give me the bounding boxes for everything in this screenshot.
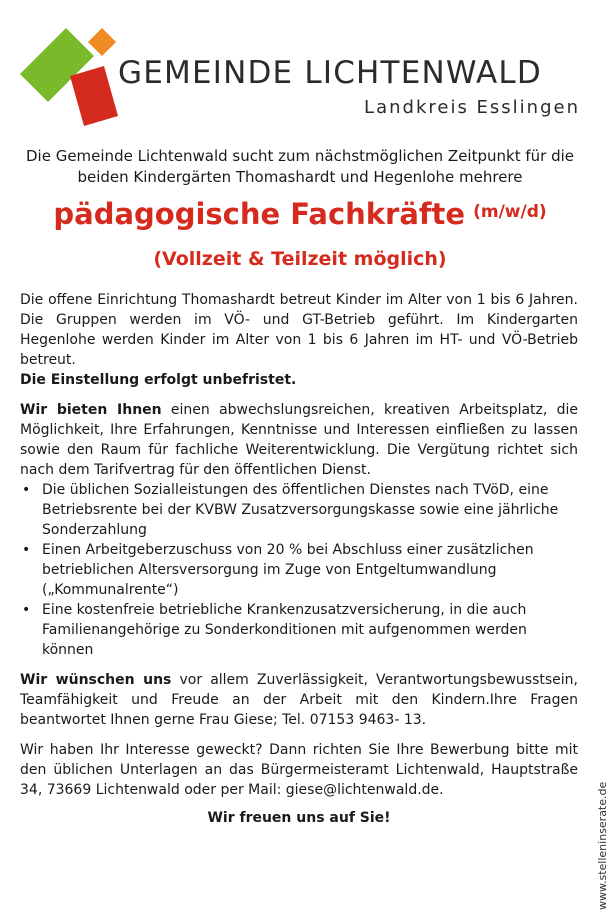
- employment-note: [20, 370, 578, 390]
- logo-red-shape: [70, 66, 118, 126]
- closing-line: Wir freuen uns auf Sie!: [207, 810, 391, 826]
- side-url-text: www.stelleninserate.de: [596, 781, 609, 910]
- wish-paragraph: [20, 670, 578, 730]
- benefit-item: • Einen Arbeitgeberzuschuss von 20 % bei Abschluss einer zusätzlichen betrieblichen Altersversorgung im Zuge von Entgeltumwandlung („Kommunalrente“): [20, 540, 578, 600]
- offer-lead: Wir bieten Ihnen: [20, 402, 162, 418]
- logo-orange-shape: [88, 28, 116, 56]
- job-subtitle: (Vollzeit & Teilzeit möglich): [153, 248, 447, 270]
- benefit-item: • Die üblichen Sozialleistungen des öffentlichen Dienstes nach TVöD, eine Betriebsrente bei der KVBW Zusatzversorgungskasse sowie eine jährliche Sonderzahlung: [20, 480, 578, 540]
- offer-text: einen abwechslungsreichen, kreativen Arbeitsplatz, die Möglichkeit, Ihre Erfahrungen, Kenntnisse und Interessen einfließen zu lassen sowie den Raum für fachliche Weiterentwicklung. Die Vergütung richtet sich nach dem Tarifvertrag für den öffentlichen Dienst.: [20, 402, 579, 478]
- district-name: Landkreis Esslingen: [364, 97, 580, 118]
- job-title-gender: (m/w/d): [473, 202, 547, 222]
- offer-paragraph: [20, 400, 578, 480]
- job-title: [20, 197, 580, 231]
- job-title-main: pädagogische Fachkräfte: [53, 197, 466, 231]
- ad-body: [20, 290, 578, 828]
- benefits-list: [20, 480, 578, 660]
- intro-text: Die Gemeinde Lichtenwald sucht zum nächstmöglichen Zeitpunkt für die beiden Kindergärten Thomashardt und Hegenlohe mehrere: [25, 147, 574, 186]
- side-url: [584, 760, 609, 910]
- employment-note-text: Die Einstellung erfolgt unbefristet.: [20, 372, 297, 388]
- organization-name: GEMEINDE LICHTENWALD: [118, 55, 542, 91]
- application-paragraph: Wir haben Ihr Interesse geweckt? Dann richten Sie Ihre Bewerbung bitte mit den üblichen Unterlagen an das Bürgermeisteramt Lichtenwald, Hauptstraße 34, 73669 Lichtenwald oder per Mail: giese@lichtenwald.de.: [20, 742, 578, 798]
- description-paragraph: Die offene Einrichtung Thomashardt betreut Kinder im Alter von 1 bis 6 Jahren. Die Gruppen werden im VÖ- und GT-Betrieb geführt. Im Kindergarten Hegenlohe werden Kinder im Alter von 1 bis 6 Jahren im HT- und VÖ-Betrieb betreut.: [20, 292, 578, 368]
- wish-lead: Wir wünschen uns: [20, 672, 172, 688]
- wish-text: vor allem Zuverlässigkeit, Verantwortungsbewusstsein, Teamfähigkeit und Freude an der Arbeit mit den Kindern.Ihre Fragen beantwortet Ihnen gerne Frau Giese; Tel. 07153 9463- 13.: [20, 672, 579, 728]
- benefit-item: • Eine kostenfreie betriebliche Krankenzusatzversicherung, in die auch Familienangehörige zu Sonderkonditionen mit aufgenommen werden können: [20, 600, 578, 660]
